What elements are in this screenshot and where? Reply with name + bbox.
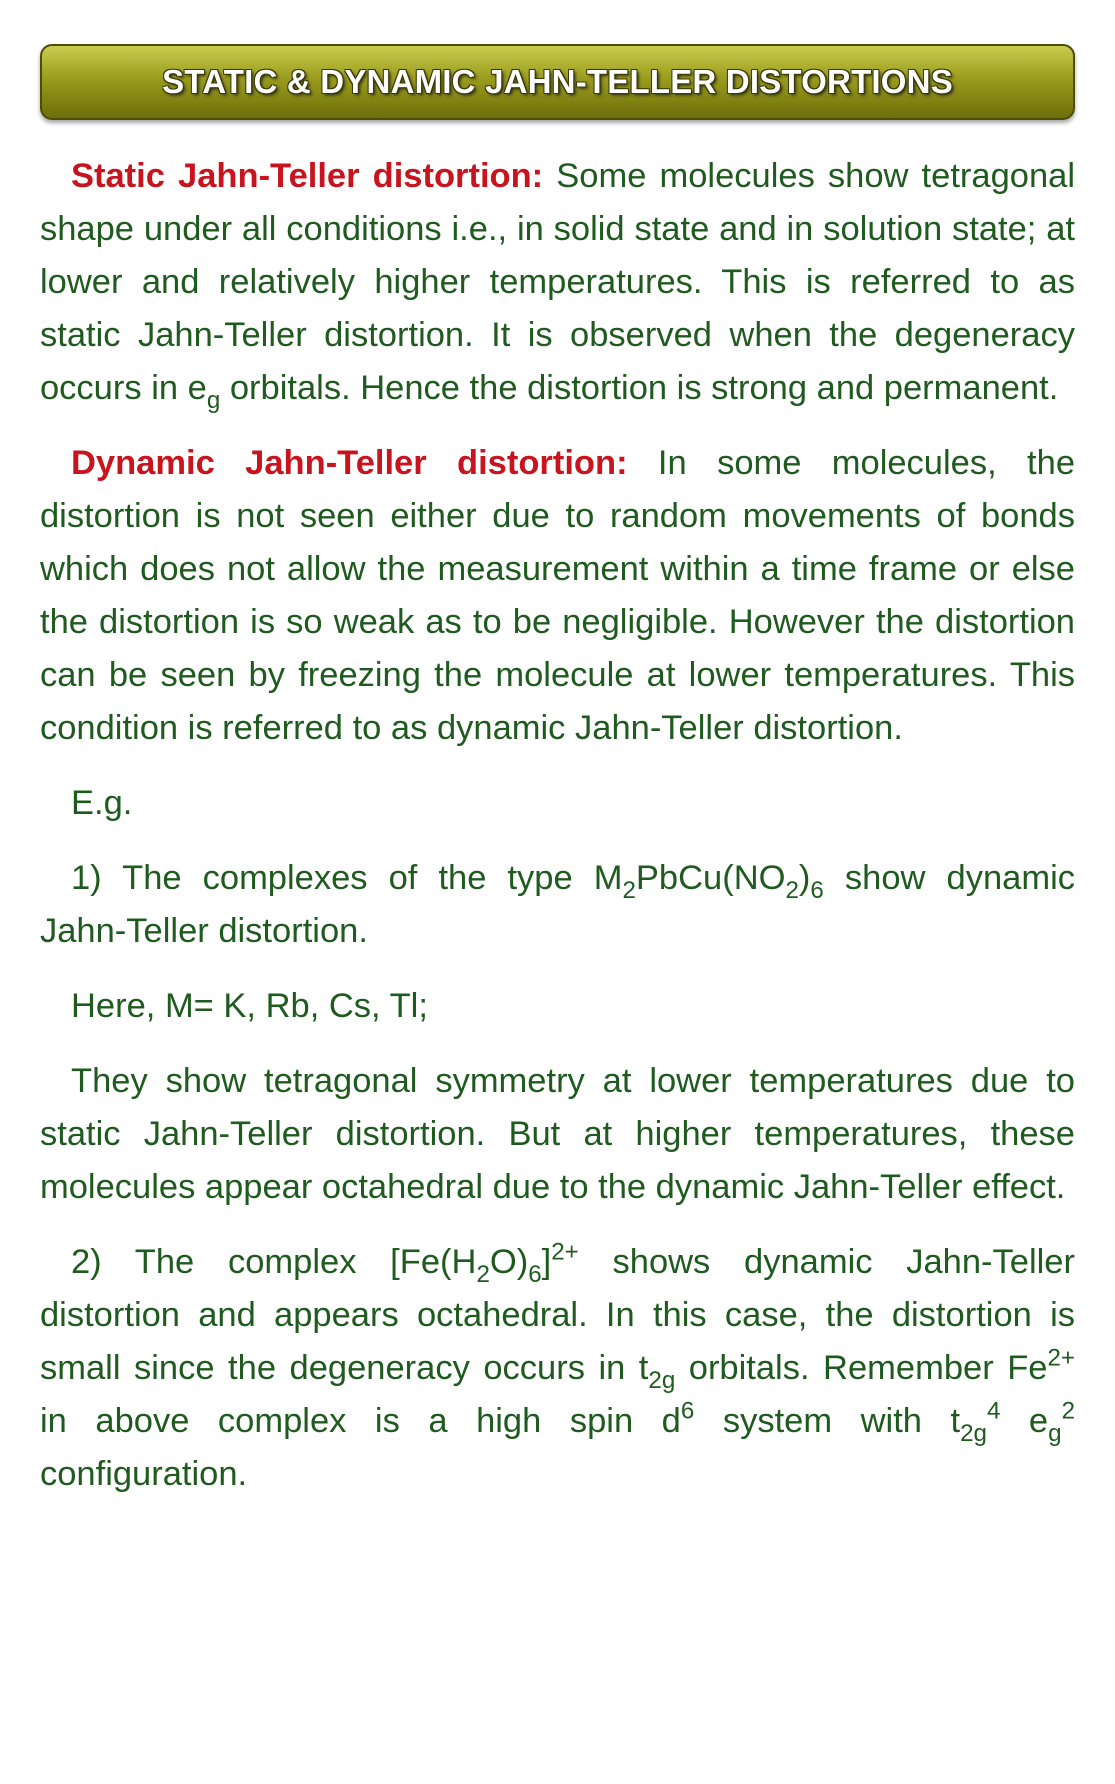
dynamic-text: In some molecules, the distortion is not seen either due to random movements of bonds which does not allow the measurement within a time frame or else the distortion is so weak as to be negligible. However the distortion can be seen by freezing the molecule at lower temperatures. This condition is referred to as dynamic Jahn-Teller distortion. bbox=[40, 444, 1076, 747]
example-1-text: show dynamic Jahn-Teller distortion. bbox=[40, 859, 1075, 950]
symmetry-paragraph: They show tetragonal symmetry at lower temperatures due to static Jahn-Teller distortion. But at higher temperatures, these molecules appear octahedral due to the dynamic Jahn-Teller effect. bbox=[40, 1062, 1075, 1206]
example-2-sup: 2 bbox=[1061, 1397, 1075, 1425]
example-2-text: in above complex is a high spin d bbox=[40, 1402, 681, 1440]
eg-label: E.g. bbox=[71, 784, 133, 822]
example-1-text: ) bbox=[798, 859, 811, 897]
example-2-text: configuration. bbox=[40, 1455, 248, 1493]
example-2-sub: 2g bbox=[648, 1367, 676, 1395]
here-line: Here, M= K, Rb, Cs, Tl; bbox=[71, 987, 428, 1025]
example-2-sup: 4 bbox=[986, 1397, 1001, 1425]
page-title: STATIC & DYNAMIC JAHN-TELLER DISTORTIONS bbox=[162, 63, 953, 100]
static-sub-g: g bbox=[206, 387, 221, 415]
example-2-paragraph bbox=[40, 1236, 1075, 1501]
example-2-text: e bbox=[1000, 1402, 1049, 1440]
example-1-text: 1) The complexes of the type M bbox=[71, 859, 623, 897]
example-2-text: system with t bbox=[694, 1402, 961, 1440]
example-2-text: 2) The complex [Fe(H bbox=[71, 1243, 477, 1281]
static-text-2: orbitals. Hence the distortion is strong and permanent. bbox=[220, 369, 1059, 407]
example-2-sub: 6 bbox=[528, 1261, 542, 1289]
content bbox=[40, 150, 1075, 1501]
example-2-sub: 2g bbox=[960, 1420, 987, 1448]
example-2-text: O) bbox=[489, 1243, 529, 1281]
example-2-sup: 2+ bbox=[1047, 1344, 1075, 1372]
example-1-sub: 2 bbox=[785, 877, 799, 905]
example-2-text: orbitals. Remember Fe bbox=[675, 1349, 1048, 1387]
static-paragraph bbox=[40, 150, 1075, 415]
example-2-sub: 2 bbox=[476, 1261, 490, 1289]
example-1-paragraph bbox=[40, 852, 1075, 958]
dynamic-lead: Dynamic Jahn-Teller distortion: bbox=[71, 444, 628, 482]
example-1-text: PbCu(NO bbox=[635, 859, 786, 897]
title-banner bbox=[40, 44, 1075, 120]
example-1-sub: 2 bbox=[622, 877, 636, 905]
example-2-sup: 2+ bbox=[551, 1238, 579, 1266]
example-2-text: shows dynamic Jahn-Teller distortion and appears octahedral. In this case, the distortion is small since the degeneracy occurs in t bbox=[40, 1243, 1075, 1387]
static-lead: Static Jahn-Teller distortion: bbox=[71, 157, 544, 195]
example-2-sup: 6 bbox=[680, 1397, 695, 1425]
dynamic-paragraph bbox=[40, 437, 1075, 755]
example-2-text: ] bbox=[541, 1243, 552, 1281]
static-text-1: Some molecules show tetragonal shape under all conditions i.e., in solid state and in solution state; at lower and relatively higher temperatures. This is referred to as static Jahn-Teller distortion. It is observed when the degeneracy occurs in e bbox=[40, 157, 1075, 407]
example-2-sub: g bbox=[1048, 1420, 1062, 1448]
example-1-sub: 6 bbox=[810, 877, 824, 905]
